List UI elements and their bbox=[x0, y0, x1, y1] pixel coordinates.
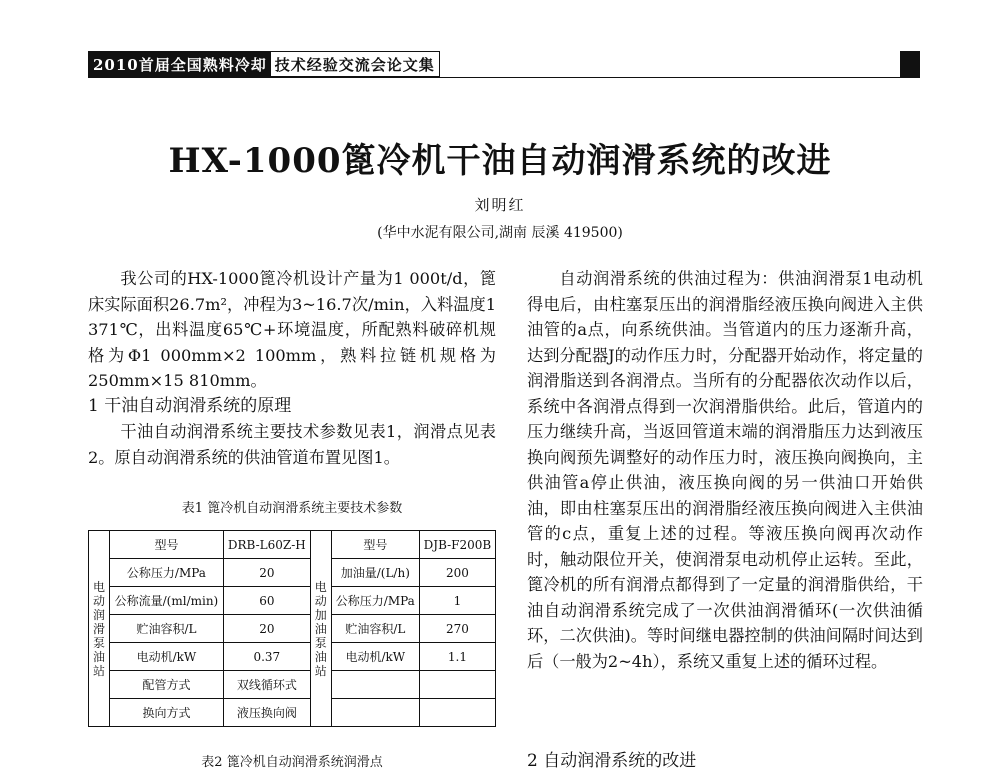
section-2-heading: 2 自动润滑系统的改进 bbox=[527, 751, 697, 771]
table-row bbox=[89, 531, 496, 559]
intro-paragraph: 我公司的HX-1000篦冷机设计产量为1 000t/d，篦床实际面积26.7m²，冲程为3~16.7次/min，入料温度1 371℃，出料温度65℃+环境温度，所配熟料破碎机规格为Φ1 000mm×2 100mm，熟料拉链机规格为250mm×15 810mm。 bbox=[88, 269, 496, 390]
section-1-heading: 1 干油自动润滑系统的原理 bbox=[88, 395, 292, 416]
table-row bbox=[89, 699, 496, 727]
table-1 bbox=[88, 530, 496, 727]
table-cell: 1.1 bbox=[419, 643, 495, 671]
table-cell: 200 bbox=[419, 559, 495, 587]
header-dark-text: 2010首届全国熟料冷却 bbox=[89, 52, 271, 76]
affiliation: (华中水泥有限公司,湖南 辰溪 419500) bbox=[377, 225, 623, 241]
table-cell: 加油量/(L/h) bbox=[331, 559, 419, 587]
table-cell: 贮油容积/L bbox=[110, 615, 224, 643]
table-cell: 公称流量/(ml/min) bbox=[110, 587, 224, 615]
table-cell: 换向方式 bbox=[110, 699, 224, 727]
table-cell bbox=[331, 671, 419, 699]
right-group-label: 电动加油泵油站 bbox=[310, 531, 331, 727]
table-cell bbox=[419, 699, 495, 727]
table-cell: 电动机/kW bbox=[110, 643, 224, 671]
table-cell: 型号 bbox=[331, 531, 419, 559]
table-row bbox=[89, 587, 496, 615]
table-1-caption: 表1 篦冷机自动润滑系统主要技术参数 bbox=[181, 501, 403, 516]
header-label bbox=[88, 51, 440, 77]
table-cell: 双线循环式 bbox=[223, 671, 310, 699]
table-row bbox=[89, 559, 496, 587]
table-cell: 0.37 bbox=[223, 643, 310, 671]
header-block bbox=[900, 51, 920, 77]
table-cell bbox=[331, 699, 419, 727]
header-light-text: 技术经验交流会论文集 bbox=[274, 55, 435, 74]
process-paragraph: 自动润滑系统的供油过程为：供油润滑泵1电动机得电后，由柱塞泵压出的润滑脂经液压换向阀进入主供油管的a点，向系统供油。当管道内的压力逐渐升高，达到分配器J的动作压力时，分配器开始动作，将定量的润滑脂送到各润滑点。当所有的分配器依次动作以后，系统中各润滑点得到一次润滑脂供给。此后，管道内的压力继续升高，当返回管道末端的润滑脂压力达到液压换向阀预先调整好的动作压力时，液压换向阀换向，主供油管a停止供油，液压换向阀的另一供油口开始供油，即由柱塞泵压出的润滑脂经液压换向阀进入主供油管的c点，重复上述的过程。等液压换向阀再次动作时，触动限位开关，使润滑泵电动机停止运转。至此，篦冷机的所有润滑点都得到了一定量的润滑脂供给，干油自动润滑系统完成了一次供油润滑循环(一次供油循环，二次供油)。等时间继电器控制的供油间隔时间达到后（一般为2~4h），系统又重复上述的循环过程。 bbox=[527, 269, 923, 671]
table-cell: 贮油容积/L bbox=[331, 615, 419, 643]
table-cell: 公称压力/MPa bbox=[331, 587, 419, 615]
principle-paragraph: 干油自动润滑系统主要技术参数见表1，润滑点见表2。原自动润滑系统的供油管道布置见图1。 bbox=[88, 422, 496, 467]
table-2-caption: 表2 篦冷机自动润滑系统润滑点 bbox=[201, 755, 383, 770]
header-rule bbox=[88, 77, 920, 78]
paper-title: HX-1000篦冷机干油自动润滑系统的改进 bbox=[168, 141, 832, 181]
left-group-label: 电动润滑泵油站 bbox=[89, 531, 110, 727]
table-cell bbox=[419, 671, 495, 699]
table-cell: 60 bbox=[223, 587, 310, 615]
table-cell: 公称压力/MPa bbox=[110, 559, 224, 587]
table-cell: DRB-L60Z-H bbox=[223, 531, 310, 559]
table-row bbox=[89, 615, 496, 643]
running-header bbox=[88, 51, 920, 79]
right-column bbox=[527, 266, 923, 674]
table-cell: 1 bbox=[419, 587, 495, 615]
left-column bbox=[88, 266, 496, 470]
table-cell: DJB-F200B bbox=[419, 531, 495, 559]
table-row bbox=[89, 643, 496, 671]
table-cell: 270 bbox=[419, 615, 495, 643]
table-cell: 配管方式 bbox=[110, 671, 224, 699]
table-cell: 型号 bbox=[110, 531, 224, 559]
table-cell: 20 bbox=[223, 559, 310, 587]
table-cell: 电动机/kW bbox=[331, 643, 419, 671]
table-row bbox=[89, 671, 496, 699]
table-cell: 20 bbox=[223, 615, 310, 643]
table-cell: 液压换向阀 bbox=[223, 699, 310, 727]
author: 刘明红 bbox=[474, 196, 526, 214]
